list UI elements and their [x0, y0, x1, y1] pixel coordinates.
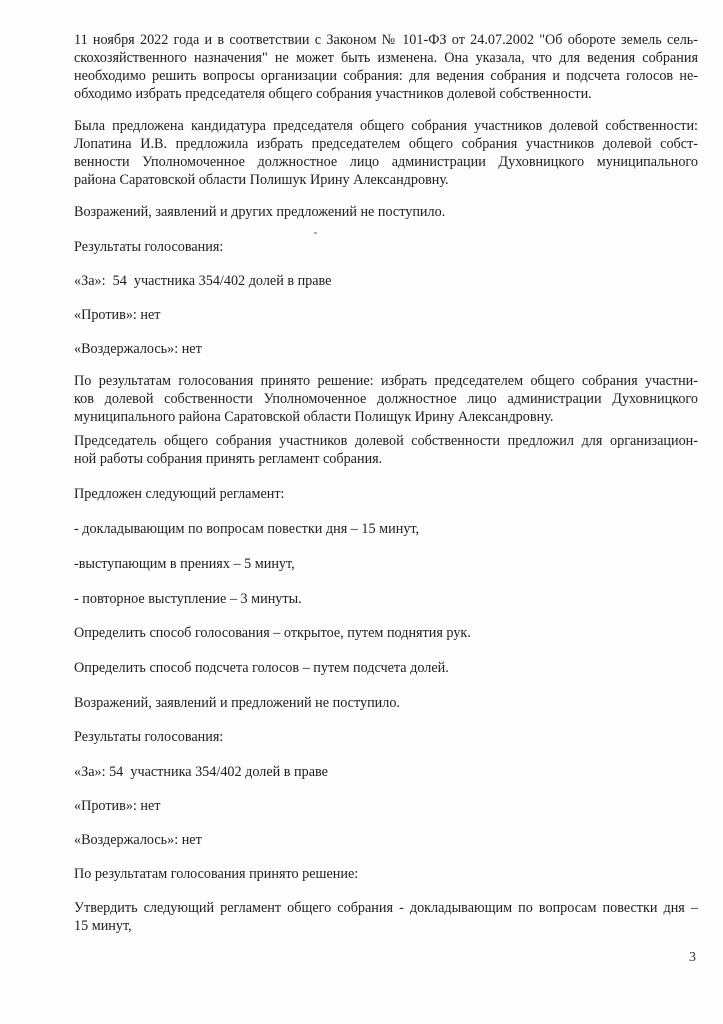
text-line: муниципального района Саратовской области Полищук Ирину Александровну. — [74, 409, 554, 425]
vote-1-abstained: «Воздержалось»: нет — [74, 341, 202, 357]
chair-proposal-paragraph — [74, 432, 698, 468]
text-line: скохозяйственного назначения" не может быть изменена. Она указала, что для ведения собрания — [74, 50, 698, 66]
voting-method: Определить способ голосования – открытое, путем поднятия рук. — [74, 625, 471, 641]
scan-speck — [314, 232, 317, 234]
decision-1-paragraph — [74, 372, 698, 426]
page-number: 3 — [689, 950, 696, 965]
text-line: Была предложена кандидатура председателя общего собрания участников долевой собственности: — [74, 118, 698, 134]
vote-1-heading: Результаты голосования: — [74, 239, 224, 255]
text-line: Утвердить следующий регламент общего собрания - докладывающим по вопросам повестки дня – — [74, 900, 698, 916]
vote-1-for: «За»: 54 участника 354/402 долей в праве — [74, 273, 332, 289]
text-line: По результатам голосования принято решение: избрать председателем общего собрания участни- — [74, 373, 698, 389]
vote-2-heading: Результаты голосования: — [74, 729, 224, 745]
text-line: венности Уполномоченное должностное лицо администрации Духовницкого муниципального — [74, 154, 698, 170]
text-line: района Саратовской области Полишук Ирину Александровну. — [74, 172, 449, 188]
regulation-item: - докладывающим по вопросам повестки дня – 15 минут, — [74, 521, 420, 537]
text-line: обходимо избрать председателя общего собрания участников долевой собственности. — [74, 86, 592, 102]
no-objections-1: Возражений, заявлений и других предложений не поступило. — [74, 204, 446, 220]
decision-2-paragraph — [74, 899, 698, 935]
vote-1-against: «Против»: нет — [74, 307, 161, 323]
text-line: Председатель общего собрания участников долевой собственности предложил для организацион- — [74, 433, 698, 449]
vote-2-abstained: «Воздержалось»: нет — [74, 832, 202, 848]
text-line: необходимо решить вопросы организации собрания: для ведения собрания и подсчета голосов не- — [74, 68, 698, 84]
regulation-item: - повторное выступление – 3 минуты. — [74, 591, 302, 607]
text-line: Лопатина И.В. предложила избрать председателем общего собрания участников долевой собст- — [74, 136, 698, 152]
regulation-heading: Предложен следующий регламент: — [74, 486, 285, 502]
vote-2-against: «Против»: нет — [74, 798, 161, 814]
regulation-item: -выступающим в прениях – 5 минут, — [74, 556, 295, 572]
text-line: 11 ноября 2022 года и в соответствии с Законом № 101-ФЗ от 24.07.2002 "Об обороте земель сель- — [74, 32, 698, 48]
no-objections-2: Возражений, заявлений и предложений не поступило. — [74, 695, 400, 711]
text-line: ной работы собрания принять регламент собрания. — [74, 451, 383, 467]
counting-method: Определить способ подсчета голосов – путем подсчета долей. — [74, 660, 449, 676]
text-line: ков долевой собственности Уполномоченное должностное лицо администрации Духовницкого — [74, 391, 698, 407]
text-line: 15 минут, — [74, 918, 132, 934]
intro-paragraph — [74, 31, 698, 103]
decision-2-heading: По результатам голосования принято решение: — [74, 866, 359, 882]
vote-2-for: «За»: 54 участника 354/402 долей в праве — [74, 764, 328, 780]
candidacy-paragraph — [74, 117, 698, 189]
